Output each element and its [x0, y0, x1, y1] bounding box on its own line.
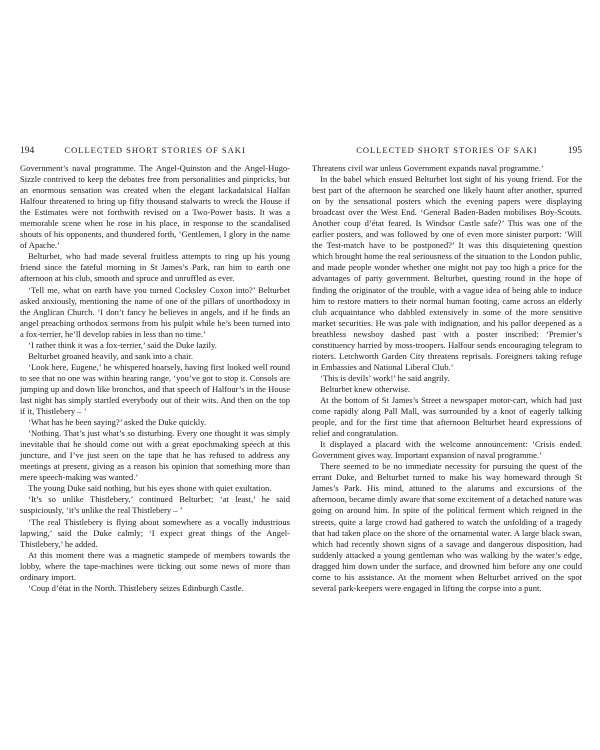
right-page	[312, 145, 582, 594]
paragraph: Belturbet groaned heavily, and sank into a chair.	[28, 350, 193, 361]
paragraph: At the bottom of St James’s Street a newspaper motor-cart, which had just come rapidly along Pall Mall, was surrounded by a knot of eagerly talking people, and for the first time that afternoon Belturbet heard expressions of relief and congratulation.	[312, 394, 582, 439]
left-running-title: COLLECTED SHORT STORIES OF SAKI	[64, 145, 246, 155]
left-running-head	[20, 145, 290, 159]
paragraph: ‘Nothing. That’s just what’s so disturbing. Every one thought it was simply inevitable that he should come out with a great epochmaking speech at this juncture, and I’ve just seen on the tape that he has refused to address any meetings at present, giving as a reason his opinion that something more than mere speech-making was wanted.’	[20, 428, 290, 483]
paragraph: ‘Tell me, what on earth have you turned Cocksley Coxon into?’ Belturbet asked anxiously, mentioning the name of one of the pillars of unorthodoxy in the Anglican Church. ‘I don’t fancy he believes in angels, and if he finds an angel preaching orthodox sermons from his pulpit while he’s been turned into a fox-terrier, he’ll develop rabies in less than no time.’	[20, 284, 290, 339]
right-page-text	[312, 163, 582, 594]
paragraph: ‘The real Thistlebery is flying about somewhere as a vocally industrious lapwing,’ said the Duke calmly; ‘I expect great things of the Angel-Thistlebery,’ he added.	[20, 516, 290, 549]
paragraph: ‘This is devils’ work!’ he said angrily.	[320, 372, 450, 383]
paragraph: ‘I rather think it was a fox-terrier,’ said the Duke lazily.	[28, 339, 217, 350]
paragraph: There seemed to be no immediate necessity for pursuing the quest of the errant Duke, and Belturbet turned to make his way homeward through St James’s Park. His mind, attuned to the alarums and excursions of the afternoon, became dimly aware that some excitement of a detached nature was going on around him. In spite of the political ferment which reigned in the streets, quite a large crowd had gathered to watch the unfolding of a tragedy that had taken place on the shore of the ornamental water. A large black swan, which had recently shown signs of a savage and dangerous disposition, had suddenly attacked a young gentleman who was walking by the water’s edge, dragged him down under the surface, and drowned him before any one could come to his assistance. At the moment when Belturbet arrived on the spot several park-keepers were engaged in lifting the corpse into a punt.	[312, 461, 582, 593]
paragraph: Belturbet, who had made several fruitless attempts to ring up his young friend since the fateful morning in St James’s Park, ran him to earth one afternoon at his club, smooth and spruce and unruffled as ever.	[20, 251, 290, 284]
right-running-head	[312, 145, 582, 159]
paragraph: ‘Look here, Eugene,’ he whispered hoarsely, having first looked well round to see that no one was within hearing range, ‘you’ve got to stop it. Consols are jumping up and down like bronchos, and that speech of Halfour’s in the House last night has simply startled everybody out of their wits. And then on the top if it, Thistlebery – ’	[20, 361, 290, 417]
paragraph: The young Duke said nothing, but his eyes shone with quiet exultation.	[28, 483, 272, 494]
paragraph: ‘Coup d’état in the North. Thistlebery seizes Edinburgh Castle.	[28, 582, 244, 593]
right-running-title: COLLECTED SHORT STORIES OF SAKI	[356, 145, 538, 155]
left-page-text	[20, 163, 290, 594]
left-page-number: 194	[20, 146, 35, 156]
paragraph: ‘What has he been saying?’ asked the Duke quickly.	[28, 417, 207, 428]
paragraph: Belturbet knew otherwise.	[320, 383, 411, 394]
right-page-number: 195	[567, 146, 582, 156]
paragraph: At this moment there was a magnetic stampede of members towards the lobby, where the tape-machines were ticking out some news of more than ordinary import.	[20, 549, 290, 582]
paragraph: Government’s naval programme. The Angel-Quinston and the Angel-Hugo-Sizzle contrived to keep the debates free from personalities and pinpricks, but an enormous sensation was created when the elegant lackadaisical Halfan Halfour threatened to bring up fifty thousand stalwarts to wreck the House if the Estimates were not forthwith revised on a Two-Power basis. It was a memorable scene when he rose in his place, in response to the scandalised shouts of his opponents, and thundered forth, ‘Gentlemen, I glory in the name of Apache.’	[20, 163, 290, 251]
paragraph: In the babel which ensued Belturbet lost sight of his young friend. For the best part of the afternoon he searched one likely haunt after another, spurred on by the sensational posters which the evening papers were displaying broadcast over the West End. ‘General Baden-Baden mobilises Boy-Scouts. Another coup d’état feared. Is Windsor Castle safe?’ This was one of the earlier posters, and was followed by one of even more sinister purport: ‘Will the Test-match have to be postponed?’ It was this disquietening question which brought home the real seriousness of the situation to the London public, and made people wonder whether one might not pay too high a price for the advantages of party government. Belturbet, questing round in the hope of finding the originator of the trouble, with a vague idea of being able to induce him to restore matters to their normal human footing, came across an elderly club acquaintance who dabbled extensively in some of the more sensitive market securities. He was pale with indignation, and his pallor deepened as a breathless newsboy dashed past with a poster inscribed: ‘Premier’s constituency harried by moss-troopers. Halfour sends encouraging telegram to rioters. Letchworth Garden City threatens reprisals. Foreigners taking refuge in Embassies and National Liberal Club.’	[312, 174, 582, 372]
left-page	[20, 145, 290, 594]
paragraph: Threatens civil war unless Government expands naval programme.’	[312, 163, 544, 173]
paragraph: ‘It’s so unlike Thistlebery,’ continued Belturbet; ‘at least,’ he said suspiciously, ‘it’s unlike the real Thistlebery – ’	[20, 494, 290, 516]
paragraph: It displayed a placard with the welcome announcement: ‘Crisis ended. Government gives way. Important expansion of naval programme.’	[312, 439, 582, 461]
